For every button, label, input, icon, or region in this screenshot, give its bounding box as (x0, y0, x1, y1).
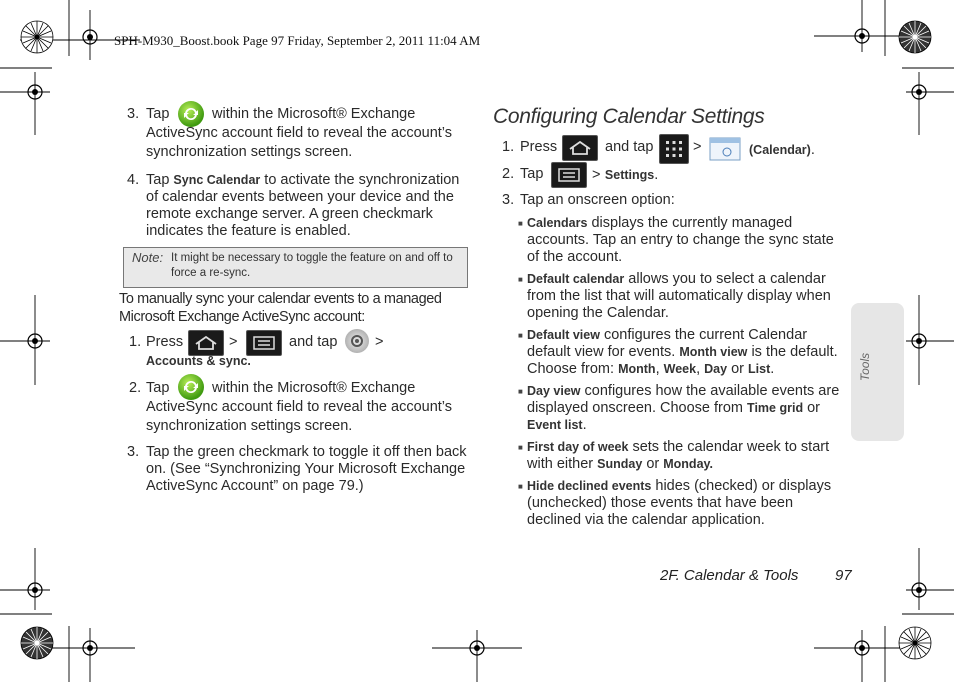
print-header: SPH-M930_Boost.book Page 97 Friday, September 2, 2011 11:04 AM (114, 33, 481, 48)
bullet: ■ (518, 219, 523, 228)
bullet-text: accounts. Tap an entry to change the sync state (527, 232, 834, 248)
bullet-text (527, 400, 820, 417)
period: . (810, 142, 815, 158)
bullet-text (527, 271, 826, 288)
day-bold: Day (704, 362, 728, 376)
step-text: Tap the green checkmark to toggle it off then back (146, 444, 467, 460)
event-list-bold: Event list (527, 418, 583, 432)
sync-calendar-label: Sync Calendar (173, 173, 261, 187)
step-text: ActiveSync Account” on page 79.) (146, 478, 364, 494)
bullet: ■ (518, 387, 523, 396)
bullet: ■ (518, 482, 523, 491)
or-word: or (731, 361, 744, 377)
step-text: ActiveSync account field to reveal the account’s (146, 399, 453, 415)
bullet-line: with either (527, 456, 594, 472)
bullet: ■ (518, 275, 523, 284)
month-bold: Month (618, 362, 656, 376)
period: . (582, 417, 587, 433)
step-text: Tap an onscreen option: (520, 192, 675, 208)
bullet-text: declined via the calendar application. (527, 512, 765, 528)
note-label: Note: (132, 250, 164, 265)
gt-sign: > (693, 139, 702, 155)
bullet-text (527, 478, 831, 495)
step-text (146, 172, 459, 189)
gt-sign: > (375, 334, 384, 350)
default-view-option: Default view (527, 328, 600, 342)
calendar-label (749, 141, 815, 159)
step-number: 3. (127, 106, 140, 122)
bullet-line: displays the currently managed (591, 215, 793, 231)
bullet-text (527, 417, 587, 434)
note-text (171, 251, 461, 281)
intro-text: Microsoft Exchange ActiveSync account: (119, 309, 365, 325)
bullet-text (527, 456, 713, 473)
settings-bold: Settings (604, 168, 655, 182)
bullet-text: from the list that will automatically display when (527, 288, 831, 304)
page-number: 97 (835, 567, 852, 584)
step-text: and tap (289, 334, 338, 350)
step-number: 4. (127, 172, 140, 188)
intro-text: To manually sync your calendar events to a managed (119, 291, 442, 307)
step-text: Press (520, 139, 558, 155)
hide-declined-option: Hide declined events (527, 479, 652, 493)
settings-label (592, 166, 658, 184)
menu-icon (246, 330, 282, 356)
bullet-line: Choose from: (527, 361, 615, 377)
step-text: synchronization settings screen. (146, 418, 353, 434)
step-text: of calendar events between your device and the (146, 189, 454, 205)
section-title: Configuring Calendar Settings (493, 105, 765, 128)
sunday-bold: Sunday (597, 457, 643, 471)
apps-grid-icon (659, 134, 689, 164)
step-text: indicates the feature is enabled. (146, 223, 351, 239)
bullet-text (527, 439, 829, 456)
step-number: 3. (502, 192, 515, 208)
step-line: to activate the synchronization (264, 172, 460, 188)
bullet-line: allows you to select a calendar (628, 271, 826, 287)
bullet-line: displayed onscreen. Choose from (527, 400, 744, 416)
step-text: Tap (520, 166, 544, 182)
day-view-option: Day view (527, 384, 581, 398)
or-word: or (807, 400, 821, 416)
calendars-option: Calendars (527, 216, 588, 230)
gt-sign: > (229, 334, 238, 350)
accounts-sync-label: Accounts & sync. (146, 354, 251, 368)
step-text: Tap (146, 380, 170, 396)
step-text: on. (See “Synchronizing Your Microsoft Exchange (146, 461, 466, 477)
step-text: Tap (146, 106, 170, 122)
note-line: It might be necessary to toggle the feature on and off to (171, 252, 453, 264)
step-text: synchronization settings screen. (146, 144, 353, 160)
sync-icon (178, 101, 204, 127)
bullet-text: (unchecked) those events that have been (527, 495, 794, 511)
step-number: 1. (502, 139, 515, 155)
step-tap: Tap (146, 172, 170, 188)
bullet-text (527, 383, 839, 400)
gt-sign: > (592, 167, 601, 183)
home-icon (562, 135, 598, 161)
side-tab-label: Tools (858, 352, 872, 382)
week-bold: Week (663, 362, 697, 376)
bullet-line: configures the current Calendar (603, 327, 808, 343)
time-grid-bold: Time grid (747, 401, 804, 415)
bullet-line: is the default. (751, 344, 838, 360)
bullet-text (527, 215, 792, 232)
list-bold: List (748, 362, 771, 376)
settings-icon (345, 329, 369, 353)
menu-icon (551, 162, 587, 188)
bullet: ■ (518, 443, 523, 452)
step-number: 2. (502, 166, 515, 182)
bullet-line: sets the calendar week to start (632, 439, 830, 455)
comma: , (655, 361, 660, 377)
period: . (770, 361, 775, 377)
bullet-text: opening the Calendar. (527, 305, 669, 321)
period: . (654, 167, 659, 183)
step-text: remote exchange server. A green checkmark (146, 206, 433, 222)
step-number: 1. (129, 334, 142, 350)
step-text: Press (146, 334, 184, 350)
monday-bold: Monday. (663, 457, 714, 471)
home-icon (188, 330, 224, 356)
bullet-text (527, 361, 774, 378)
bullet-text (527, 344, 838, 361)
footer-section: 2F. Calendar & Tools (660, 567, 799, 584)
step-text: ActiveSync account field to reveal the account’s (146, 125, 453, 141)
step-number: 2. (129, 380, 142, 396)
bullet-line: configures how the available events are (584, 383, 840, 399)
default-calendar-option: Default calendar (527, 272, 625, 286)
calendar-icon (709, 136, 741, 162)
bullet-line: hides (checked) or displays (655, 478, 832, 494)
sync-icon (178, 374, 204, 400)
calendar-bold: (Calendar) (749, 143, 811, 157)
note-box (123, 247, 468, 288)
step-text: within the Microsoft® Exchange (212, 380, 416, 396)
step-number: 3. (127, 444, 140, 460)
note-line: force a re-sync. (171, 267, 251, 279)
bullet-text (527, 327, 807, 344)
bullet: ■ (518, 331, 523, 340)
step-text: and tap (605, 139, 654, 155)
or-word: or (646, 456, 660, 472)
bullet-line: default view for events. (527, 344, 676, 360)
first-day-option: First day of week (527, 440, 629, 454)
month-view-bold: Month view (679, 345, 748, 359)
bullet-text: of the account. (527, 249, 623, 265)
comma: , (696, 361, 701, 377)
step-text: within the Microsoft® Exchange (212, 106, 416, 122)
